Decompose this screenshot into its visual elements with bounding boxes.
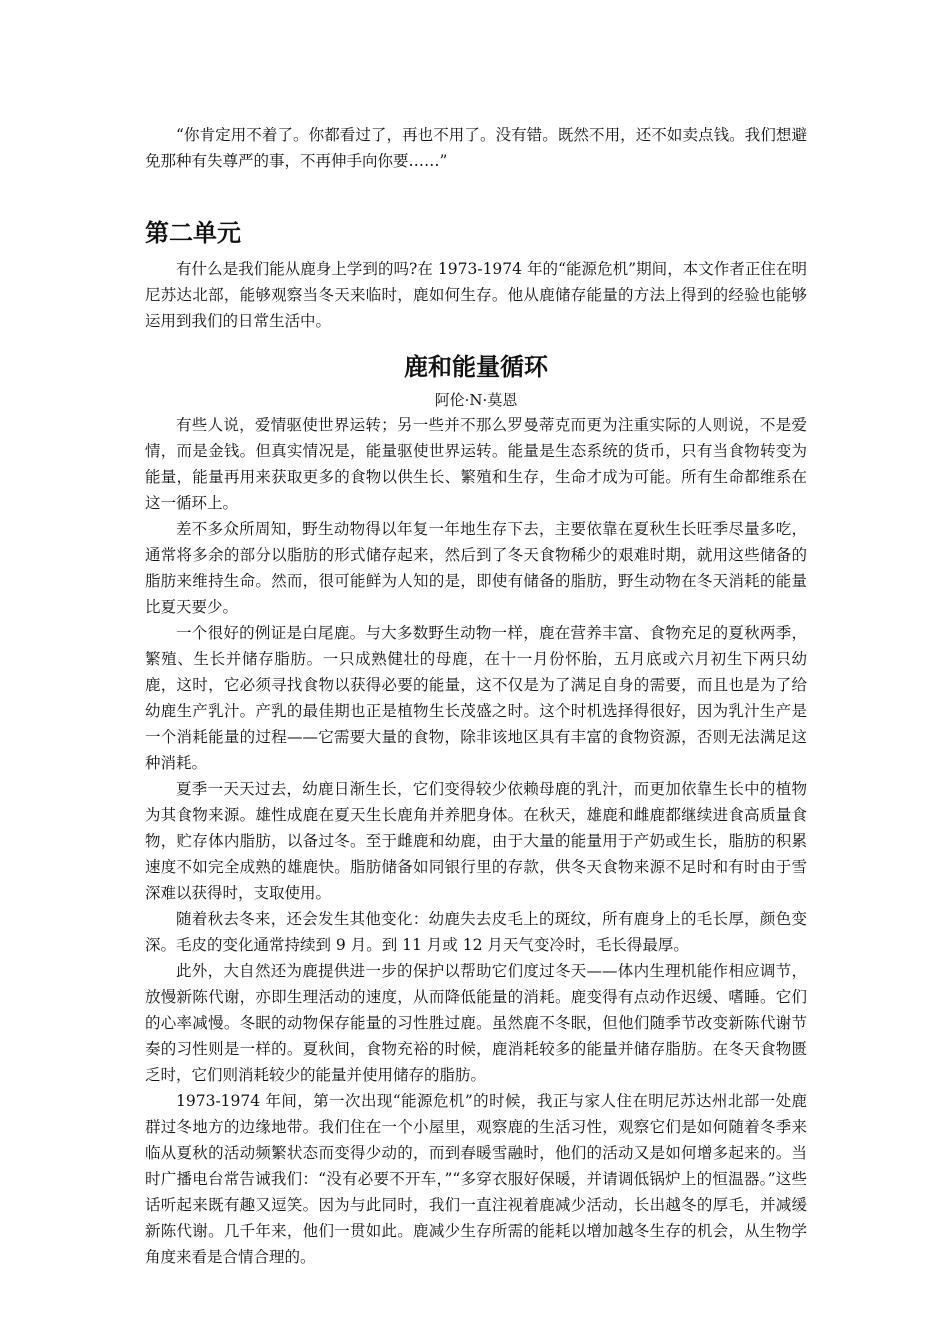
unit-heading: 第二单元 xyxy=(145,219,241,247)
intro-paragraph: 有什么是我们能从鹿身上学到的吗?在 1973-1974 年的“能源危机”期间，本文作者正住在明尼苏达北部，能够观察当冬天来临时，鹿如何生存。他从鹿储存能量的方法上得到的经验也能够运用到我们的日常生活中。 xyxy=(145,260,807,330)
article-paragraph: 差不多众所周知，野生动物得以年复一年地生存下去，主要依靠在夏秋生长旺季尽量多吃，通常将多余的部分以脂肪的形式储存起来，然后到了冬天食物稀少的艰难时期，就用这些储备的脂肪来维持生命。然而，很可能鲜为人知的是，即使有储备的脂肪，野生动物在冬天消耗的能量比夏天要少。 xyxy=(145,520,807,616)
top-quote-paragraph: “你肯定用不着了。你都看过了，再也不用了。没有错。既然不用，还不如卖点钱。我们想避免那种有失尊严的事，不再伸手向你要……” xyxy=(145,126,807,170)
article-paragraph: 随着秋去冬来，还会发生其他变化：幼鹿失去皮毛上的斑纹，所有鹿身上的毛长厚，颜色变深。毛皮的变化通常持续到 9 月。到 11 月或 12 月天气变冷时，毛长得最厚。 xyxy=(145,910,807,954)
article-paragraph: 一个很好的例证是白尾鹿。与大多数野生动物一样，鹿在营养丰富、食物充足的夏秋两季，繁殖、生长并储存脂肪。一只成熟健壮的母鹿，在十一月份怀胎，五月底或六月初生下两只幼鹿，这时，它必须寻找食物以获得必要的能量，这不仅是为了满足自身的需要，而且也是为了给幼鹿生产乳汁。产乳的最佳期也正是植物生长茂盛之时。这个时机选择得很好，因为乳汁生产是一个消耗能量的过程——它需要大量的食物，除非该地区具有丰富的食物资源，否则无法满足这种消耗。 xyxy=(145,624,807,772)
article-author: 阿伦·N·莫恩 xyxy=(434,391,518,409)
document-page xyxy=(145,122,807,1270)
article-paragraph: 1973-1974 年间，第一次出现“能源危机”的时候，我正与家人住在明尼苏达州北部一处鹿群过冬地方的边缘地带。我们住在一个小屋里，观察鹿的生活习性，观察它们是如何随着冬季来临从夏秋的活动频繁状态而变得少动的，而到春暖雪融时，他们的活动又是如何增多起来的。当时广播电台常告诫我们：“没有必要不开车，”“多穿衣服好保暖，并请调低锅炉上的恒温器。”这些话听起来既有趣又逗笑。因为与此同时，我们一直注视着鹿减少活动，长出越冬的厚毛，并减缓新陈代谢。几千年来，他们一贯如此。鹿减少生存所需的能耗以增加越冬生存的机会，从生物学角度来看是合情合理的。 xyxy=(145,1092,807,1266)
article-paragraph: 有些人说，爱情驱使世界运转；另一些并不那么罗曼蒂克而更为注重实际的人则说，不是爱情，而是金钱。但真实情况是，能量驱使世界运转。能量是生态系统的货币，只有当食物转变为能量，能量再用来获取更多的食物以供生长、繁殖和生存，生命才成为可能。所有生命都维系在这一循环上。 xyxy=(145,416,807,512)
article-title: 鹿和能量循环 xyxy=(404,353,548,381)
article-paragraph: 夏季一天天过去，幼鹿日渐生长，它们变得较少依赖母鹿的乳汁，而更加依靠生长中的植物为其食物来源。雄性成鹿在夏天生长鹿角并养肥身体。在秋天，雄鹿和雌鹿都继续进食高质量食物，贮存体内脂肪，以备过冬。至于雌鹿和幼鹿，由于大量的能量用于产奶或生长，脂肪的积累速度不如完全成熟的雄鹿快。脂肪储备如同银行里的存款，供冬天食物来源不足时和有时由于雪深难以获得时，支取使用。 xyxy=(145,780,807,902)
article-paragraph: 此外，大自然还为鹿提供进一步的保护以帮助它们度过冬天——体内生理机能作相应调节，放慢新陈代谢，亦即生理活动的速度，从而降低能量的消耗。鹿变得有点动作迟缓、嗜睡。它们的心率减慢。冬眠的动物保存能量的习性胜过鹿。虽然鹿不冬眠，但他们随季节改变新陈代谢节奏的习性则是一样的。夏秋间，食物充裕的时候，鹿消耗较多的能量并储存脂肪。在冬天食物匮乏时，它们则消耗较少的能量并使用储存的脂肪。 xyxy=(145,962,807,1084)
